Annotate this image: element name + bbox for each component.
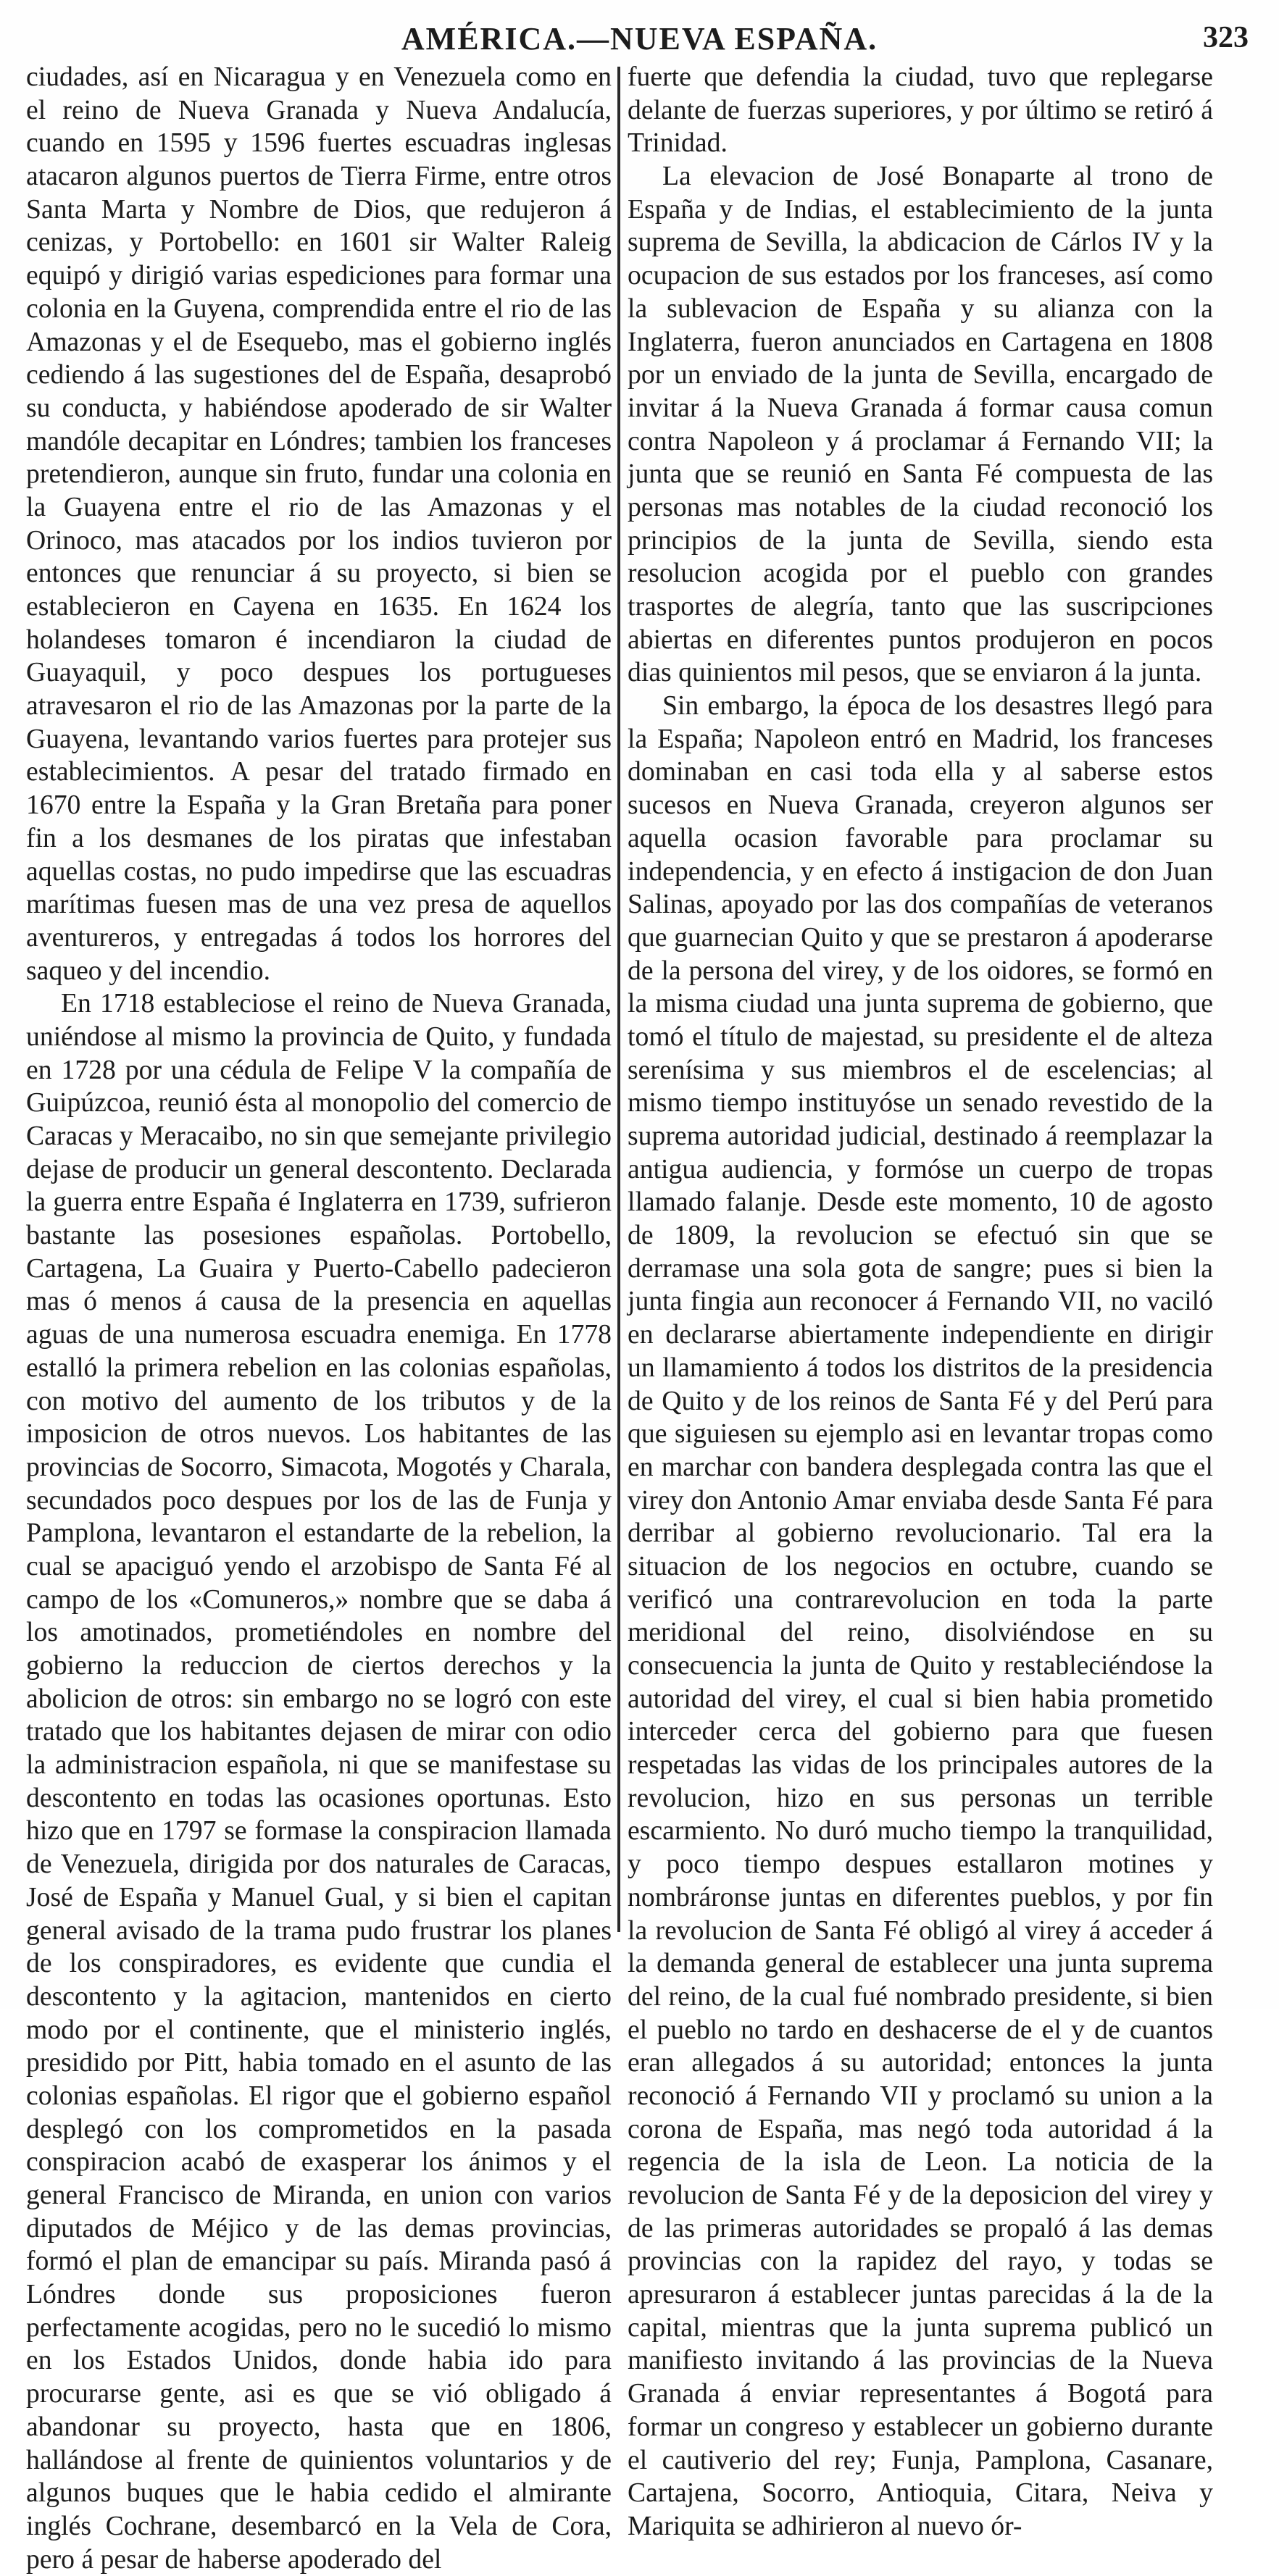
paragraph-right-1: fuerte que defendia la ciudad, tuvo que replegarse delante de fuerzas superiores, y por último se retiró á Trinidad.	[628, 62, 1213, 159]
right-column	[628, 61, 1213, 2541]
paragraph-left-2: En 1718 estableciose el reino de Nueva Granada, uniéndose al mismo la provincia de Quito, y fundada en 1728 por una cédula de Felipe V la compañía de Guipúzcoa, reunió ésta al monopolio del comercio de Caracas y Meracaibo, no sin que semejante privilegio dejase de producir un general descontento. Declarada la guerra entre España é Inglaterra en 1739, sufrieron bastante las posesiones españolas. Portobello, Cartagena, La Guaira y Puerto-Cabello padecieron mas ó menos á causa de la presencia en aquellas aguas de una numerosa escuadra enemiga. En 1778 estalló la primera rebelion en las colonias españolas, con motivo del aumento de los tributos y de la imposicion de otros nuevos. Los habitantes de las provincias de Socorro, Simacota, Mogotés y Charala, secundados poco despues por los de las de Funja y Pamplona, levantaron el estandarte de la rebelion, la cual se apaciguó yendo el arzobispo de Santa Fé al campo de los «Comuneros,» nombre que se daba á los amotinados, prometiéndoles en nombre del gobierno la reduccion de ciertos derechos y la abolicion de otros: sin embargo no se logró con este tratado que los habitantes dejasen de mirar con odio la administracion española, ni que se manifestase su descontento en todas las ocasiones oportunas. Esto hizo que en 1797 se formase la conspiracion llamada de Venezuela, dirigida por dos naturales de Caracas, José de España y Manuel Gual, y si bien el capitan general avisado de la trama pudo frustrar los planes de los conspiradores, es evidente que cundia el descontento y la agitacion, mantenidos en cierto modo por el continente, que el ministerio inglés, presidido por Pitt, habia tomado en el asunto de las colonias españolas. El rigor que el gobierno español desplegó con los comprometidos en la pasada conspiracion acabó de exasperar los ánimos y el general Francisco de Miranda, en union con varios diputados de Méjico y de las demas provincias, formó el plan de emancipar su país. Miranda pasó á Lóndres donde sus proposiciones fueron perfectamente acogidas, pero no le sucedió lo mismo en los Estados Unidos, donde habia ido para procurarse gente, asi es que se vió obligado á abandonar su proyecto, hasta que en 1806, hallándose al frente de quinientos voluntarios y de algunos buques que le habia cedido el almirante inglés Cochrane, desembarcó en la Vela de Cora, pero á pesar de haberse apoderado del	[26, 988, 612, 2575]
running-header	[0, 20, 1279, 64]
left-column	[26, 61, 612, 2575]
column-divider	[617, 67, 620, 1932]
paragraph-right-3: Sin embargo, la época de los desastres llegó para la España; Napoleon entró en Madrid, los franceses dominaban en casi toda ella y al saberse estos sucesos en Nueva Granada, creyeron algunos ser aquella ocasion favorable para proclamar su independencia, y en efecto á instigacion de don Juan Salinas, apoyado por las dos compañías de veteranos que guarnecian Quito y que se prestaron á apoderarse de la persona del virey, y de los oidores, se formó en la misma ciudad una junta suprema de gobierno, que tomó el título de majestad, su presidente el de alteza serenísima y sus miembros el de escelencias; al mismo tiempo instituyóse un senado revestido de la suprema autoridad judicial, destinado á reemplazar la antigua audiencia, y formóse un cuerpo de tropas llamado falanje. Desde este momento, 10 de agosto de 1809, la revolucion se efectuó sin que se derramase una sola gota de sangre; pues si bien la junta fingia aun reconocer á Fernando VII, no vaciló en declararse abiertamente independiente en dirigir un llamamiento á todos los distritos de la presidencia de Quito y de los reinos de Santa Fé y del Perú para que siguiesen su ejemplo asi en levantar tropas como en marchar con bandera desplegada contra las que el virey don Antonio Amar enviaba desde Santa Fé para derribar al gobierno revolucionario. Tal era la situacion de los negocios en octubre, cuando se verificó una contrarevolucion en toda la parte meridional del reino, disolviéndose en su consecuencia la junta de Quito y restableciéndose la autoridad del virey, el cual si bien habia prometido interceder cerca del gobierno para que fuesen respetadas las vidas de los principales autores de la revolucion, hizo en sus personas un terrible escarmiento. No duró mucho tiempo la tranquilidad, y poco tiempo despues estallaron motines y nombráronse juntas en diferentes pueblos, y por fin la revolucion de Santa Fé obligó al virey á acceder á la demanda general de establecer una junta suprema del reino, de la cual fué nombrado presidente, si bien el pueblo no tardo en deshacerse de el y de cuantos eran allegados á su autoridad; entonces la junta reconoció á Fernando VII y proclamó su union a la corona de España, mas negó toda autoridad á la regencia de la isla de Leon. La noticia de la revolucion de Santa Fé y de la deposicion del virey y de las primeras autoridades se propaló á las demas provincias con la rapidez del rayo, y todas se apresuraron á establecer juntas parecidas á la de la capital, mientras que la junta suprema publicó un manifiesto invitando á las provincias de la Nueva Granada á enviar representantes á Bogotá para formar un congreso y establecer un gobierno durante el cautiverio del rey; Funja, Pamplona, Casanare, Cartajena, Socorro, Antioquia, Citara, Neiva y Mariquita se adhirieron al nuevo ór-	[628, 690, 1213, 2541]
header-title: AMÉRICA.—NUEVA ESPAÑA.	[401, 21, 878, 57]
paragraph-right-2: La elevacion de José Bonaparte al trono de España y de Indias, el establecimiento de la junta suprema de Sevilla, la abdicacion de Cárlos IV y la ocupacion de sus estados por los franceses, así como la sublevacion de España y su alianza con la Inglaterra, fueron anunciados en Cartagena en 1808 por un enviado de la junta de Sevilla, encargado de invitar á la Nueva Granada á formar causa comun contra Napoleon y á proclamar á Fernando VII; la junta que se reunió en Santa Fé compuesta de las personas mas notables de la ciudad reconoció los principios de la junta de Sevilla, siendo esta resolucion acogida por el pueblo con grandes trasportes de alegría, tanto que las suscripciones abiertas en diferentes puntos produjeron en pocos dias quinientos mil pesos, que se enviaron á la junta.	[628, 161, 1213, 688]
paragraph-left-1: ciudades, así en Nicaragua y en Venezuela como en el reino de Nueva Granada y Nueva Andalucía, cuando en 1595 y 1596 fuertes escuadras inglesas atacaron algunos puertos de Tierra Firme, entre otros Santa Marta y Nombre de Dios, que redujeron á cenizas, y Portobello: en 1601 sir Walter Raleig equipó y dirigió varias espediciones para formar una colonia en la Guyena, comprendida entre el rio de las Amazonas y el de Esequebo, mas el gobierno inglés cediendo á las sugestiones del de España, desaprobó su conducta, y habiéndose apoderado de sir Walter mandóle decapitar en Lóndres; tambien los franceses pretendieron, aunque sin fruto, fundar una colonia en la Guayena entre el rio de las Amazonas y el Orinoco, mas atacados por los indios tuvieron por entonces que renunciar á su proyecto, si bien se establecieron en Cayena en 1635. En 1624 los holandeses tomaron é incendiaron la ciudad de Guayaquil, y poco despues los portugueses atravesaron el rio de las Amazonas por la parte de la Guayena, levantando varios fuertes para protejer sus establecimientos. A pesar del tratado firmado en 1670 entre la España y la Gran Bretaña para poner fin a los desmanes de los piratas que infestaban aquellas costas, no pudo impedirse que las escuadras marítimas fuesen mas de una vez presa de aquellos aventureros, y entregadas á todos los horrores del saqueo y del incendio.	[26, 62, 612, 986]
page-number: 323	[1203, 21, 1249, 54]
